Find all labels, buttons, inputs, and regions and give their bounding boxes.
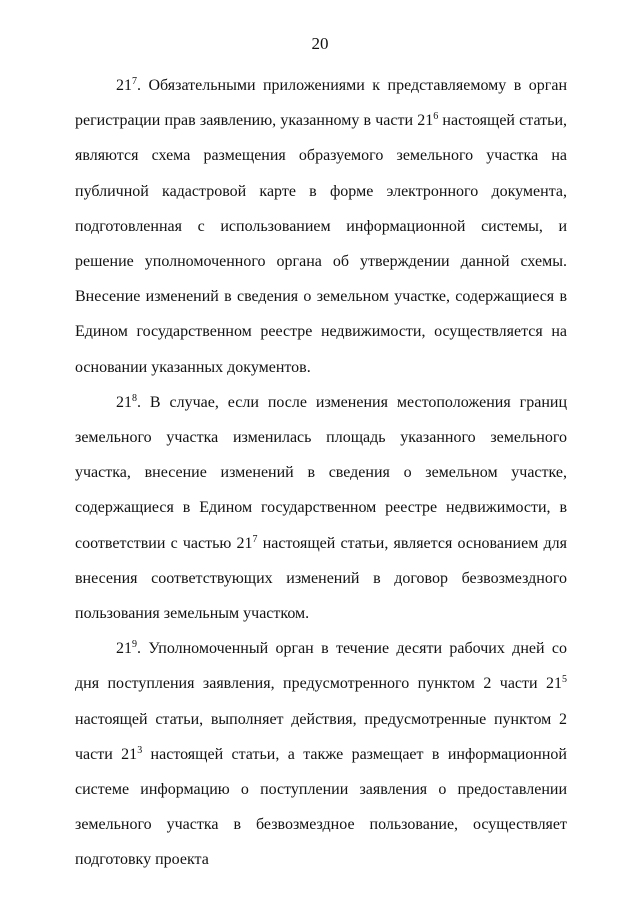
paragraph-text: настоящей статьи, выполняет действия, предусмотренные пунктом 2 части 21 [75,710,567,763]
paragraph-text: В случае, если после изменения местоположения границ земельного участка изменилась площадь указанного земельного участка, внесение изменений в сведения о земельном участке, содержащиеся в Едином государственном реестре недвижимости, в соответствии с частью 21 [75,393,567,552]
section-number: 21 [116,640,132,658]
section-superscript: 8 [132,392,137,404]
paragraph-21-9 [75,631,567,877]
paragraph-text: Уполномоченный орган в течение десяти рабочих дней со дня поступления заявления, предусмотренного пунктом 2 части 21 [75,640,567,693]
reference-superscript: 3 [137,744,143,756]
document-body [75,68,567,878]
reference-superscript: 7 [252,533,258,545]
page-number: 20 [311,34,329,53]
paragraph-21-7 [75,68,567,385]
paragraph-21-8 [75,385,567,631]
section-superscript: 9 [132,639,137,651]
section-number: 21 [116,393,132,411]
section-separator: . [137,640,141,658]
reference-superscript: 6 [433,111,439,123]
paragraph-text: настоящей статьи, являются схема размещения образуемого земельного участка на публичной кадастровой карте в форме электронного документа, подготовленная с использованием информационной системы, и решение уполномоченного органа об утверждении данной схемы. Внесение изменений в сведения о земельном участке, содержащиеся в Едином государственном реестре недвижимости, осуществляется на основании указанных документов. [75,112,567,376]
paragraph-text: настоящей статьи, а также размещает в информационной системе информацию о поступлении заявления о предоставлении земельного участка в безвозмездное пользование, осуществляет подготовку проекта [75,745,567,869]
section-separator: . [137,393,141,411]
section-superscript: 7 [132,76,137,87]
reference-superscript: 5 [562,674,567,686]
paragraph-text: Обязательными приложениями к представляемому в орган регистрации прав заявлению, указанному в части 21 [75,77,567,130]
paragraph-text: настоящей статьи, является основанием для внесения соответствующих изменений в договор безвозмездного пользования земельным участком. [75,534,567,623]
section-separator: . [137,77,141,94]
section-number: 21 [116,77,132,94]
